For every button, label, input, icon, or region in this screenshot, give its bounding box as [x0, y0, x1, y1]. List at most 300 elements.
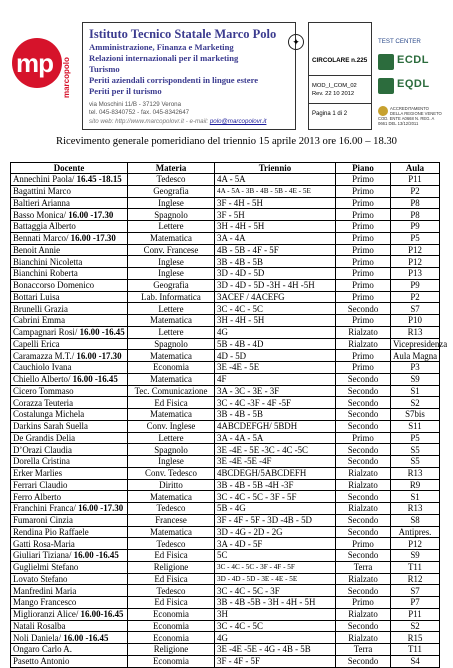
- cell-materia: Economia: [128, 362, 215, 374]
- cell-triennio: 3D - 4D - 5D - 3E - 4E - 5E: [215, 573, 336, 585]
- cell-piano: Secondo: [336, 526, 391, 538]
- cell-triennio: 3B - 4B - 5B: [215, 409, 336, 421]
- cell-aula: P10: [391, 315, 440, 327]
- docente-name: Benoit Annie: [13, 244, 61, 255]
- mod-rev: Rev. 22 10 2012: [312, 90, 355, 97]
- logo-text: mp: [16, 48, 53, 78]
- table-row: [11, 573, 440, 585]
- cell-docente: [11, 644, 128, 656]
- divider: [309, 75, 371, 76]
- cell-triennio: 3E -4E - 5E: [215, 362, 336, 374]
- docente-name: Gatti Rosa-Maria: [13, 538, 75, 549]
- table-row: [11, 420, 440, 432]
- docente-name: Rendina Pio Raffaele: [13, 526, 89, 537]
- cell-docente: [11, 291, 128, 303]
- cell-triennio: 3F - 5H: [215, 209, 336, 221]
- docente-name: Annechini Paola/: [13, 174, 75, 185]
- cell-materia: Diritto: [128, 479, 215, 491]
- cell-piano: Primo: [336, 185, 391, 197]
- logo-side-text: marcopolo: [62, 57, 71, 98]
- mod-code: MOD_I_COM_02: [312, 83, 357, 89]
- cell-aula: P12: [391, 256, 440, 268]
- cell-triennio: 5C: [215, 550, 336, 562]
- table-row: [11, 432, 440, 444]
- col-header-materia: Materia: [128, 163, 215, 174]
- email-link[interactable]: polo@marcopolovr.it: [209, 118, 267, 125]
- table-row: [11, 315, 440, 327]
- docente-name: Brunelli Grazia: [13, 303, 68, 314]
- table-row: [11, 526, 440, 538]
- school-info-box: [82, 22, 296, 130]
- cell-docente: [11, 491, 128, 503]
- table-row: [11, 585, 440, 597]
- cell-materia: Lettere: [128, 303, 215, 315]
- cell-materia: Tedesco: [128, 538, 215, 550]
- cell-aula: P7: [391, 597, 440, 609]
- ecdl-badge: [378, 52, 438, 72]
- subtitle-4: Periti aziendali corrispondenti in lingue estere: [89, 75, 259, 85]
- cell-aula: S5: [391, 444, 440, 456]
- cell-aula: S4: [391, 655, 440, 667]
- web-line: [89, 118, 266, 125]
- cell-triennio: 5B - 4G: [215, 503, 336, 515]
- cell-docente: [11, 514, 128, 526]
- docente-name: De Grandis Delia: [13, 432, 76, 443]
- subtitle-5: Periti per il turismo: [89, 86, 162, 96]
- docente-name: Bennati Marco/: [13, 233, 69, 244]
- cell-triennio: 3B - 4B -5B - 3H - 4H - 5H: [215, 597, 336, 609]
- table-row: [11, 409, 440, 421]
- table-row: [11, 326, 440, 338]
- cell-aula: P5: [391, 432, 440, 444]
- cell-piano: Primo: [336, 291, 391, 303]
- school-title: Istituto Tecnico Statale Marco Polo: [89, 27, 277, 41]
- cell-docente: [11, 256, 128, 268]
- cell-docente: [11, 608, 128, 620]
- cell-materia: Economia: [128, 632, 215, 644]
- docente-time: 16.00 -17.30: [66, 209, 114, 220]
- ecdl-label: ECDL: [397, 54, 429, 66]
- cell-docente: [11, 244, 128, 256]
- cell-triennio: 3E -4E -5E - 4G - 4B - 5B: [215, 644, 336, 656]
- docente-time: 16.00 -16.45: [61, 632, 109, 643]
- docente-name: Bianchini Roberta: [13, 268, 78, 279]
- col-header-docente: Docente: [11, 163, 128, 174]
- table-row: [11, 221, 440, 233]
- document-header: [10, 22, 443, 128]
- table-row: [11, 279, 440, 291]
- cell-triennio: 3A - 3C - 3E - 3F: [215, 385, 336, 397]
- cell-triennio: 3B - 4B - 5B -4H -3F: [215, 479, 336, 491]
- table-row: [11, 362, 440, 374]
- docente-name: D’Orazi Claudia: [13, 444, 72, 455]
- table-row: [11, 550, 440, 562]
- cell-aula: P2: [391, 291, 440, 303]
- cell-triennio: 3C - 4C - 5C - 3F - 5F: [215, 491, 336, 503]
- docente-name: Corazza Teuteria: [13, 397, 74, 408]
- docente-name: Bonaccorso Domenico: [13, 280, 95, 291]
- cell-aula: S2: [391, 620, 440, 632]
- cell-materia: Matematica: [128, 491, 215, 503]
- cell-materia: Economia: [128, 608, 215, 620]
- cell-triennio: 5B - 4B - 4D: [215, 338, 336, 350]
- table-body: [11, 174, 448, 668]
- cell-triennio: 3D - 4D - 5D -3H - 4H -5H: [215, 279, 336, 291]
- cell-aula: T11: [391, 644, 440, 656]
- cell-aula: P9: [391, 279, 440, 291]
- school-logo: [10, 32, 74, 98]
- cell-materia: Spagnolo: [128, 338, 215, 350]
- cell-piano: Secondo: [336, 585, 391, 597]
- cell-docente: [11, 373, 128, 385]
- docente-name: Manfredini Maria: [13, 585, 77, 596]
- docente-name: Ongaro Carlo A.: [13, 644, 72, 655]
- docente-name: Giuliari Tiziana/: [13, 550, 72, 561]
- cell-docente: [11, 538, 128, 550]
- cell-piano: Primo: [336, 279, 391, 291]
- cell-materia: Conv. Tedesco: [128, 467, 215, 479]
- table-row: [11, 385, 440, 397]
- cell-aula: R12: [391, 573, 440, 585]
- cell-piano: Secondo: [336, 444, 391, 456]
- cell-piano: Primo: [336, 268, 391, 280]
- cell-materia: Matematica: [128, 315, 215, 327]
- cell-materia: Ed Fisica: [128, 550, 215, 562]
- cell-docente: [11, 479, 128, 491]
- table-row: [11, 608, 440, 620]
- cell-docente: [11, 397, 128, 409]
- docente-time: 16.00 -16.45: [77, 327, 125, 338]
- cell-triennio: 4ABCDEFGH/ 5BDH: [215, 420, 336, 432]
- docente-name: Battaggia Alberto: [13, 221, 76, 232]
- accreditation-text: ACCREDITAMENTO DELLA REGIONE VENETO COD. ENTE A0668 N. REG. A 0661 DEL 13/12/2011: [378, 106, 442, 126]
- docente-time: 16.00-16.45: [78, 609, 124, 620]
- cell-piano: Secondo: [336, 303, 391, 315]
- cell-piano: Primo: [336, 221, 391, 233]
- cell-docente: [11, 432, 128, 444]
- docente-name: Lovato Stefano: [13, 573, 68, 584]
- cell-materia: Religione: [128, 561, 215, 573]
- cell-piano: Secondo: [336, 655, 391, 667]
- cell-aula: S1: [391, 491, 440, 503]
- cell-triennio: 4A - 5A - 3B - 4B - 5B - 4E - 5E: [215, 185, 336, 197]
- cell-aula: P9: [391, 221, 440, 233]
- cell-aula: P3: [391, 362, 440, 374]
- table-row: [11, 185, 440, 197]
- docente-name: Cicero Tommaso: [13, 385, 74, 396]
- cell-aula: S11: [391, 420, 440, 432]
- cell-materia: Tedesco: [128, 174, 215, 186]
- cell-materia: Matematica: [128, 350, 215, 362]
- cell-docente: [11, 209, 128, 221]
- table-row: [11, 561, 440, 573]
- cell-triennio: 3ACEF / 4ACEFG: [215, 291, 336, 303]
- cell-triennio: 3D - 4G - 2D - 2G: [215, 526, 336, 538]
- cell-materia: Religione: [128, 644, 215, 656]
- cell-docente: [11, 632, 128, 644]
- cell-docente: [11, 279, 128, 291]
- cell-piano: Rialzato: [336, 573, 391, 585]
- cell-docente: [11, 620, 128, 632]
- docente-name: Fumaroni Cinzia: [13, 515, 73, 526]
- cell-triennio: 3H - 4H - 5H: [215, 315, 336, 327]
- docente-name: Caramazza M.T./: [13, 350, 75, 361]
- cell-triennio: 3A - 4A: [215, 232, 336, 244]
- docente-time: 16.00 -17.30: [75, 503, 124, 514]
- cell-triennio: 3C - 4C - 5C: [215, 620, 336, 632]
- cell-docente: [11, 573, 128, 585]
- eqdl-label: EQDL: [397, 78, 430, 90]
- subtitle-3: Turismo: [89, 64, 120, 74]
- cell-aula: S9: [391, 550, 440, 562]
- cell-triennio: 4B - 5B - 4F - 5F: [215, 244, 336, 256]
- cell-triennio: 3H: [215, 608, 336, 620]
- cell-triennio: 3H - 4H - 5H: [215, 221, 336, 233]
- cell-triennio: 4G: [215, 326, 336, 338]
- cell-docente: [11, 268, 128, 280]
- table-row: [11, 620, 440, 632]
- cell-materia: Matematica: [128, 232, 215, 244]
- cell-piano: Primo: [336, 209, 391, 221]
- cell-triennio: 3C - 4C - 5C - 3F: [215, 585, 336, 597]
- schedule-table: [10, 162, 448, 668]
- docente-name: Campagnari Rosi/: [13, 327, 78, 338]
- web-prefix: sito web: http://www.marcopolovr.it - e-mail:: [89, 118, 209, 125]
- cell-triennio: 4D - 5D: [215, 350, 336, 362]
- cell-piano: Primo: [336, 597, 391, 609]
- docente-name: Erker Marlies: [13, 468, 63, 479]
- cell-materia: Tedesco: [128, 503, 215, 515]
- cell-docente: [11, 467, 128, 479]
- cell-aula: S7: [391, 303, 440, 315]
- cell-piano: Secondo: [336, 409, 391, 421]
- cell-docente: [11, 362, 128, 374]
- cell-materia: Matematica: [128, 526, 215, 538]
- cell-docente: [11, 385, 128, 397]
- docente-time: 16.00 -17.30: [74, 350, 122, 361]
- cell-piano: Rialzato: [336, 338, 391, 350]
- cell-piano: Secondo: [336, 456, 391, 468]
- docente-name: Franchini Franca/: [13, 503, 76, 514]
- cell-aula: T11: [391, 561, 440, 573]
- cell-materia: Geografia: [128, 279, 215, 291]
- cell-piano: Rialzato: [336, 608, 391, 620]
- cell-triennio: 4BCDEGH/5ABCDEFH: [215, 467, 336, 479]
- cell-triennio: 3F - 4F - 5F - 3D -4B - 5D: [215, 514, 336, 526]
- cell-docente: [11, 420, 128, 432]
- cell-docente: [11, 221, 128, 233]
- cell-piano: Primo: [336, 197, 391, 209]
- cell-piano: Rialzato: [336, 467, 391, 479]
- cell-piano: Secondo: [336, 420, 391, 432]
- cell-docente: [11, 315, 128, 327]
- docente-name: Capelli Erica: [13, 338, 60, 349]
- cell-triennio: 3D - 4D - 5D: [215, 268, 336, 280]
- eqdl-logo-icon: [378, 78, 394, 94]
- cell-docente: [11, 561, 128, 573]
- cell-aula: S1: [391, 385, 440, 397]
- cell-docente: [11, 444, 128, 456]
- docente-name: Natali Rosalba: [13, 620, 66, 631]
- subtitle-1: Amministrazione, Finanza e Marketing: [89, 42, 234, 52]
- cell-docente: [11, 174, 128, 186]
- cell-aula: Antipres.: [391, 526, 440, 538]
- cell-materia: Ed Fisica: [128, 397, 215, 409]
- cell-triennio: 3E -4E -5E -4F: [215, 456, 336, 468]
- cell-materia: Economia: [128, 655, 215, 667]
- docente-name: Bagattini Marco: [13, 186, 71, 197]
- docente-name: Baltieri Arianna: [13, 197, 70, 208]
- cell-docente: [11, 409, 128, 421]
- cell-triennio: 3F - 4F - 5F: [215, 655, 336, 667]
- table-row: [11, 491, 440, 503]
- cell-materia: Tec. Comunicazione: [128, 385, 215, 397]
- circular-info-box: [308, 22, 372, 130]
- cell-triennio: 4F: [215, 373, 336, 385]
- cell-docente: [11, 503, 128, 515]
- cell-materia: Spagnolo: [128, 444, 215, 456]
- cell-materia: Spagnolo: [128, 209, 215, 221]
- cell-triennio: 3C - 4C - 5C: [215, 303, 336, 315]
- accreditation-note: [378, 106, 442, 126]
- test-center-label: TEST CENTER: [378, 38, 421, 45]
- table-row: [11, 232, 440, 244]
- cell-piano: Primo: [336, 315, 391, 327]
- table-row: [11, 291, 440, 303]
- cell-aula: P13: [391, 268, 440, 280]
- table-row: [11, 655, 440, 667]
- table-row: [11, 644, 440, 656]
- docente-name: Bianchini Nicoletta: [13, 256, 83, 267]
- cell-materia: Economia: [128, 620, 215, 632]
- cell-triennio: 3A - 4D - 5F: [215, 538, 336, 550]
- cell-docente: [11, 597, 128, 609]
- docente-name: Costalunga Michela: [13, 409, 85, 420]
- cell-aula: R9: [391, 479, 440, 491]
- eqdl-badge: [378, 76, 438, 96]
- table-row: [11, 244, 440, 256]
- table-row: [11, 197, 440, 209]
- cell-docente: [11, 326, 128, 338]
- cell-piano: Primo: [336, 350, 391, 362]
- table-row: [11, 538, 440, 550]
- cell-piano: Secondo: [336, 397, 391, 409]
- subtitle-2: Relazioni internazionali per il marketing: [89, 53, 239, 63]
- cell-docente: [11, 303, 128, 315]
- cell-aula: P12: [391, 538, 440, 550]
- cell-piano: Terra: [336, 561, 391, 573]
- cell-aula: S8: [391, 514, 440, 526]
- docente-name: Ferro Alberto: [13, 491, 62, 502]
- cell-materia: Lettere: [128, 326, 215, 338]
- table-row: [11, 268, 440, 280]
- cell-materia: Inglese: [128, 456, 215, 468]
- table-row: [11, 373, 440, 385]
- table-row: [11, 467, 440, 479]
- table-row: [11, 303, 440, 315]
- docente-name: Pasetto Antonio: [13, 656, 70, 667]
- cell-piano: Primo: [336, 256, 391, 268]
- cell-aula: S7: [391, 585, 440, 597]
- cell-materia: Lettere: [128, 432, 215, 444]
- table-row: [11, 397, 440, 409]
- cell-piano: Rialzato: [336, 479, 391, 491]
- table-row: [11, 350, 440, 362]
- cell-triennio: 3A - 4A - 5A: [215, 432, 336, 444]
- cell-triennio: 3C - 4C - 5C - 3F - 4F - 5F: [215, 561, 336, 573]
- cell-materia: Ed Fisica: [128, 597, 215, 609]
- cell-piano: Primo: [336, 538, 391, 550]
- cell-piano: Secondo: [336, 620, 391, 632]
- cell-piano: Primo: [336, 174, 391, 186]
- cell-piano: Secondo: [336, 385, 391, 397]
- cell-docente: [11, 338, 128, 350]
- cell-triennio: 4A - 5A: [215, 174, 336, 186]
- document-subject: Ricevimento generale pomeridiano del triennio 15 aprile 2013 ore 16.00 – 18.30: [56, 136, 397, 147]
- cell-triennio: 4G: [215, 632, 336, 644]
- cell-aula: S7bis: [391, 409, 440, 421]
- cell-piano: Rialzato: [336, 326, 391, 338]
- cell-materia: Conv. Francese: [128, 244, 215, 256]
- page-number: Pagina 1 di 2: [312, 111, 348, 117]
- cell-triennio: 3F - 4H - 5H: [215, 197, 336, 209]
- docente-name: Darkins Sarah Suella: [13, 421, 88, 432]
- cell-aula: Vicepresidenza: [391, 338, 440, 350]
- cell-materia: Ed Fisica: [128, 573, 215, 585]
- table-row: [11, 174, 440, 186]
- cell-materia: Inglese: [128, 197, 215, 209]
- cell-docente: [11, 655, 128, 667]
- cell-piano: Rialzato: [336, 632, 391, 644]
- cell-materia: Geografia: [128, 185, 215, 197]
- table-row: [11, 514, 440, 526]
- certification-box: [372, 22, 443, 128]
- col-header-piano: Piano: [336, 163, 391, 174]
- regione-veneto-icon: [378, 106, 388, 116]
- cell-docente: [11, 197, 128, 209]
- cell-materia: Matematica: [128, 373, 215, 385]
- col-header-triennio: Triennio: [215, 163, 336, 174]
- cell-docente: [11, 550, 128, 562]
- docente-name: Miglioranzi Alice/: [13, 609, 79, 620]
- ecdl-logo-icon: [378, 54, 394, 70]
- docente-name: Dorella Cristina: [13, 456, 70, 467]
- cell-docente: [11, 526, 128, 538]
- cell-piano: Primo: [336, 432, 391, 444]
- cell-piano: Primo: [336, 362, 391, 374]
- docente-time: 16.45 -18.15: [74, 174, 122, 185]
- docente-name: Noli Daniela/: [13, 632, 62, 643]
- cell-triennio: 3B - 4B - 5B: [215, 256, 336, 268]
- docente-name: Mango Francesco: [13, 597, 77, 608]
- cell-piano: Secondo: [336, 491, 391, 503]
- cell-docente: [11, 185, 128, 197]
- republic-seal-icon: ✦: [288, 34, 304, 50]
- address-line-1: via Moschini 11/B - 37129 Verona: [89, 101, 182, 108]
- docente-time: 16.00 -16.45: [70, 374, 118, 385]
- cell-materia: Tedesco: [128, 585, 215, 597]
- table-row: [11, 479, 440, 491]
- cell-piano: Secondo: [336, 514, 391, 526]
- cell-aula: P2: [391, 185, 440, 197]
- cell-aula: S9: [391, 373, 440, 385]
- docente-time: 16.00 -16.45: [71, 550, 119, 561]
- cell-docente: [11, 456, 128, 468]
- circolare-number: CIRCOLARE n.225: [312, 57, 368, 64]
- cell-materia: Inglese: [128, 268, 215, 280]
- cell-aula: S2: [391, 397, 440, 409]
- cell-materia: Matematica: [128, 409, 215, 421]
